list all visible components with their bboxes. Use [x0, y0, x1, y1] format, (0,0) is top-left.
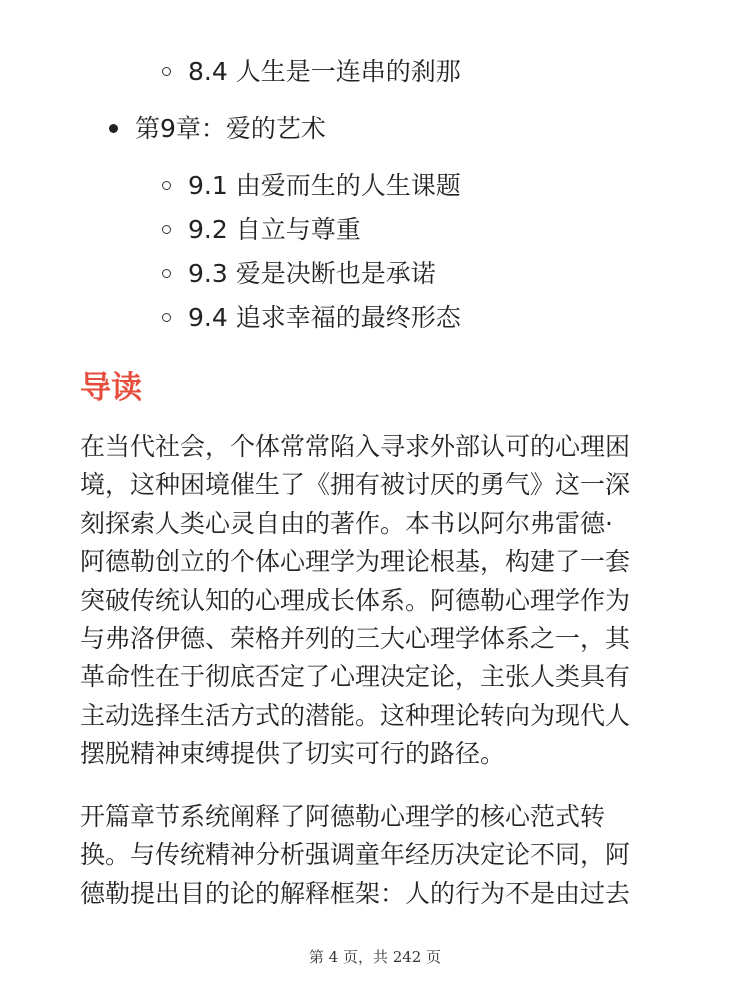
toc-subitem[interactable]: [188, 169, 461, 203]
toc-subitem[interactable]: [188, 55, 461, 89]
paragraph-line: 摆脱精神束缚提供了切实可行的路径。: [80, 739, 506, 769]
toc-chapter-label: 第9章：爱的艺术: [135, 114, 326, 143]
page-footer: 第 4 页，共 242 页: [308, 948, 442, 966]
hollow-bullet-icon: [162, 313, 171, 322]
section-heading: 导读: [80, 370, 142, 406]
paragraph-line: 阿德勒创立的个体心理学为理论根基，构建了一套: [80, 547, 631, 577]
filled-bullet-icon: [109, 124, 118, 133]
paragraph-line: 突破传统认知的心理成长体系。阿德勒心理学作为: [80, 585, 631, 615]
toc-chapter-item[interactable]: [135, 112, 326, 146]
toc-subitem-label: 9.4 追求幸福的最终形态: [188, 303, 461, 332]
paragraph-line: 与弗洛伊德、荣格并列的三大心理学体系之一，其: [80, 624, 631, 654]
paragraph-line: 革命性在于彻底否定了心理决定论，主张人类具有: [80, 662, 631, 692]
toc-subitem-label: 8.4 人生是一连串的刹那: [188, 57, 461, 86]
paragraph-line: 开篇章节系统阐释了阿德勒心理学的核心范式转: [80, 802, 606, 831]
hollow-bullet-icon: [162, 225, 171, 234]
toc-subitem-label: 9.3 爱是决断也是承诺: [188, 259, 436, 288]
toc-subitem-label: 9.1 由爱而生的人生课题: [188, 171, 461, 200]
body-paragraph: [80, 428, 680, 774]
body-paragraph: [80, 798, 680, 913]
paragraph-line: 刻探索人类心灵自由的著作。本书以阿尔弗雷德·: [80, 508, 613, 538]
paragraph-line: 换。与传统精神分析强调童年经历决定论不同，阿: [80, 840, 631, 870]
hollow-bullet-icon: [162, 67, 171, 76]
toc-subitem[interactable]: [188, 257, 436, 291]
paragraph-line: 德勒提出目的论的解释框架：人的行为不是由过去: [80, 878, 631, 908]
hollow-bullet-icon: [162, 181, 171, 190]
toc-subitem[interactable]: [188, 301, 461, 335]
paragraph-line: 在当代社会，个体常常陷入寻求外部认可的心理困: [80, 432, 631, 461]
paragraph-line: 境，这种困境催生了《拥有被讨厌的勇气》这一深: [80, 470, 631, 500]
toc-subitem[interactable]: [188, 213, 361, 247]
paragraph-line: 主动选择生活方式的潜能。这种理论转向为现代人: [80, 700, 631, 730]
hollow-bullet-icon: [162, 269, 171, 278]
toc-subitem-label: 9.2 自立与尊重: [188, 215, 361, 244]
